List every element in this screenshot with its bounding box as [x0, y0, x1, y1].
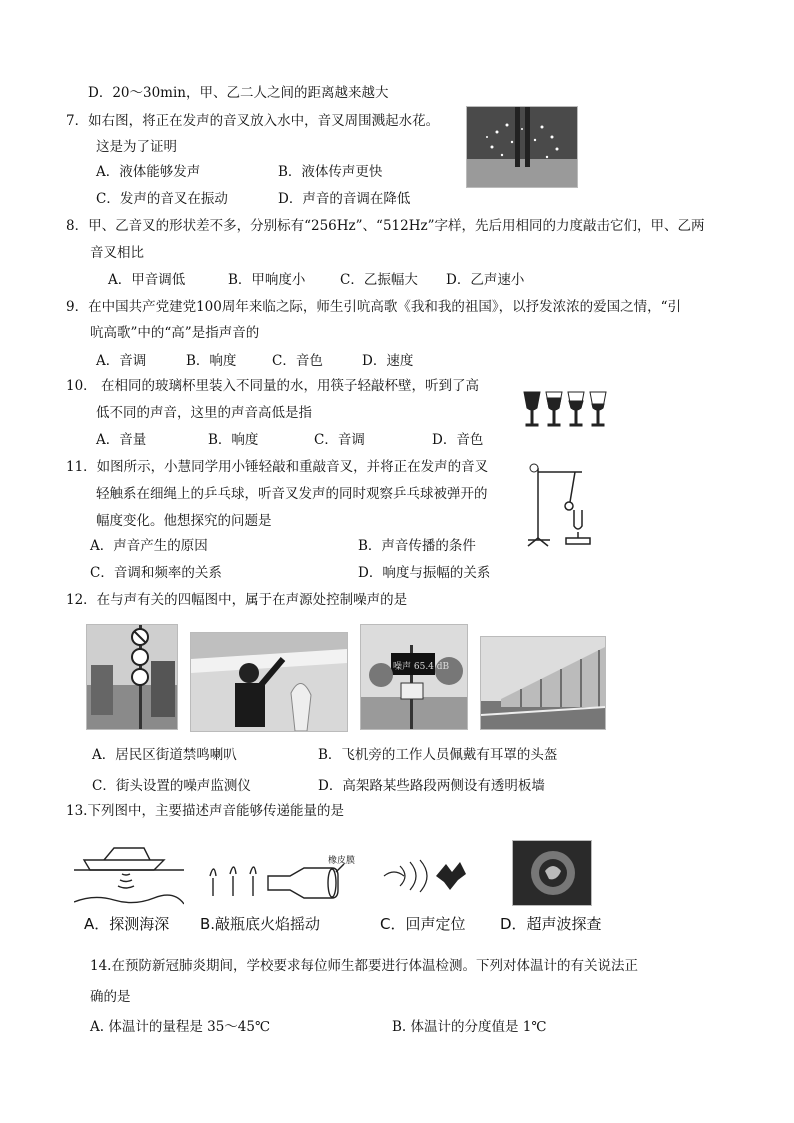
q13-stem: 13.下列图中，主要描述声音能够传递能量的是: [66, 803, 344, 819]
wine-glasses-figure: [518, 388, 608, 430]
q11-stem-line2: 轻触系在细绳上的乒乓球，听音叉发声的同时观察乒乓球被弹开的: [96, 486, 488, 502]
q12-stem: 12．在与声有关的四幅图中，属于在声源处控制噪声的是: [66, 592, 408, 608]
q9-option-c: C．音色: [272, 353, 323, 369]
q14-stem-line2: 确的是: [90, 989, 131, 1005]
noise-monitor-photo: [360, 624, 468, 730]
q9-option-d: D．速度: [362, 353, 414, 369]
q13-caption-c: C．回声定位: [380, 915, 466, 933]
q9-option-b: B．响度: [186, 353, 237, 369]
q8-option-c: C．乙振幅大: [340, 272, 418, 288]
q9-option-a: A．音调: [96, 353, 147, 369]
q11-option-b: B．声音传播的条件: [358, 538, 476, 554]
q8-option-b: B．甲响度小: [228, 272, 306, 288]
q7-option-b: B．液体传声更快: [278, 164, 383, 180]
bat-echolocation-figure: [380, 846, 474, 908]
q14-stem-line1: 14.在预防新冠肺炎期间，学校要求每位师生都要进行体温检测。下列对体温计的有关说法正: [90, 958, 638, 974]
q8-option-a: A．甲音调低: [108, 272, 186, 288]
q7-stem-line1: 7．如右图，将正在发声的音叉放入水中，音叉周围溅起水花。: [66, 113, 440, 129]
q10-option-a: A．音量: [96, 432, 147, 448]
q11-option-d: D．响度与振幅的关系: [358, 565, 491, 581]
q7-option-d: D．声音的音调在降低: [278, 191, 411, 207]
q10-option-b: B．响度: [208, 432, 259, 448]
q7-option-a: A．液体能够发声: [96, 164, 201, 180]
q9-stem-line1: 9．在中国共产党建党100周年来临之际，师生引吭高歌《我和我的祖国》，以抒发浓浓的爱国之情，“引: [66, 299, 682, 315]
q13-caption-a: A．探测海深: [84, 915, 170, 933]
q7-option-c: C．发声的音叉在振动: [96, 191, 228, 207]
q11-option-a: A．声音产生的原因: [90, 538, 208, 554]
q13-caption-d: D．超声波探查: [500, 915, 602, 933]
q7-stem-line2: 这是为了证明: [96, 139, 177, 155]
q10-stem-line1: 10． 在相同的玻璃杯里装入不同量的水，用筷子轻敲杯壁，听到了高: [66, 378, 479, 394]
tuning-fork-water-photo: [466, 106, 578, 188]
ultrasound-scan-photo: [512, 840, 592, 906]
q12-option-a: A．居民区街道禁鸣喇叭: [92, 747, 237, 763]
q13-caption-b: B.敲瓶底火焰摇动: [200, 915, 321, 933]
noise-display-text: 噪声 65.4 dB: [393, 662, 450, 672]
q6-option-d: D．20～30min，甲、乙二人之间的距离越来越大: [88, 85, 389, 101]
q12-option-c: C．街头设置的噪声监测仪: [92, 778, 251, 794]
q10-stem-line2: 低不同的声音，这里的声音高低是指: [96, 405, 312, 421]
q9-stem-line2: 吭高歌”中的“高”是指声音的: [90, 325, 260, 341]
q14-option-b: B. 体温计的分度值是 1℃: [392, 1019, 547, 1035]
q12-option-b: B．飞机旁的工作人员佩戴有耳罩的头盔: [318, 747, 558, 763]
tuning-fork-pingpong-figure: [520, 460, 602, 550]
sonar-ship-figure: [74, 840, 184, 912]
q14-option-a: A. 体温计的量程是 35～45℃: [90, 1019, 271, 1035]
q11-stem-line3: 幅度变化。他想探究的问题是: [96, 513, 272, 529]
membrane-label: 橡皮膜: [328, 856, 356, 866]
airport-worker-photo: [190, 632, 348, 732]
q8-stem-line2: 音叉相比: [90, 245, 144, 261]
q10-option-d: D．音色: [432, 432, 484, 448]
q8-option-d: D．乙声速小: [446, 272, 525, 288]
q8-stem-line1: 8．甲、乙音叉的形状差不多，分别标有“256Hz”、“512Hz”字样，先后用相同的力度敲击它们，甲、乙两: [66, 218, 705, 234]
q12-option-d: D．高架路某些路段两侧设有透明板墙: [318, 778, 545, 794]
q11-stem-line1: 11．如图所示，小慧同学用小锤轻敲和重敲音叉，并将正在发声的音叉: [66, 459, 489, 475]
q10-option-c: C．音调: [314, 432, 365, 448]
q11-option-c: C．音调和频率的关系: [90, 565, 222, 581]
sound-barrier-photo: [480, 636, 606, 730]
no-honking-sign-photo: [86, 624, 178, 730]
